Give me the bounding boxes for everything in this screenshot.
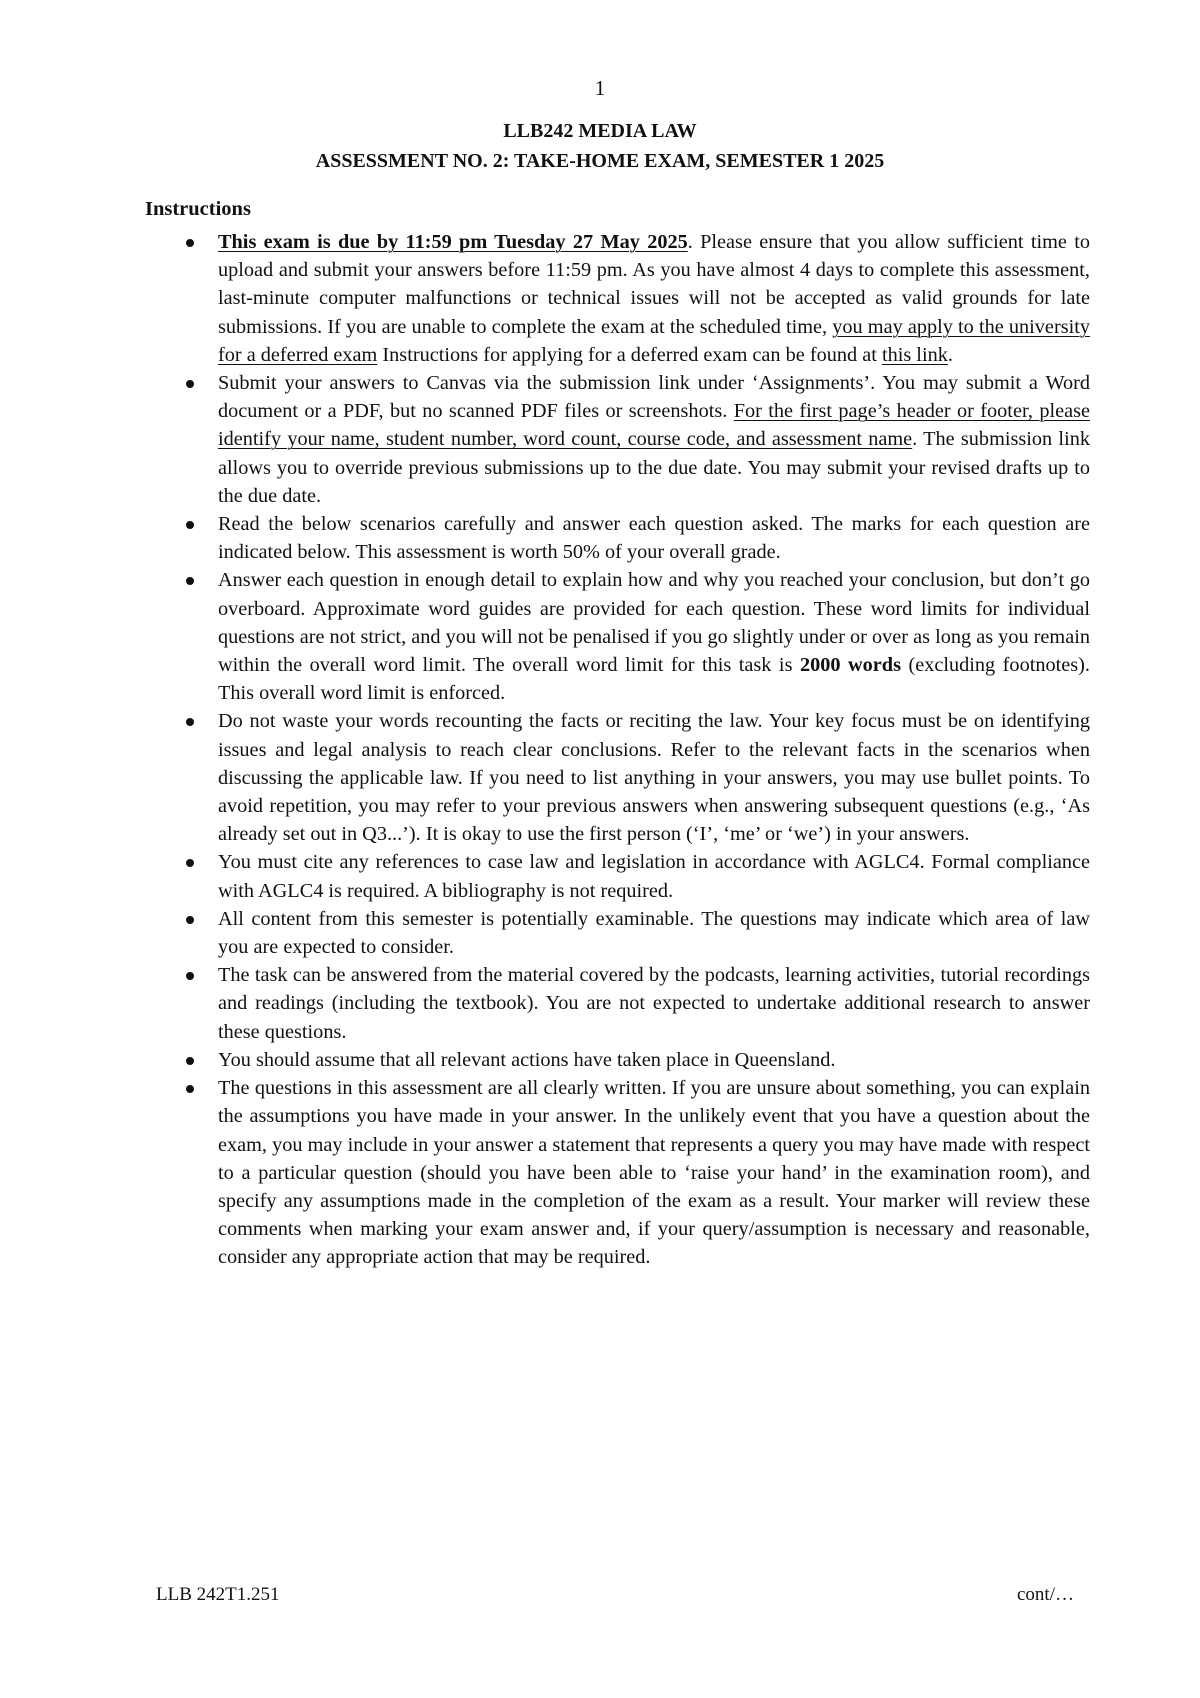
bullet-icon [186, 1085, 194, 1093]
instruction-item [140, 1074, 1090, 1271]
bullet-icon [186, 1057, 194, 1065]
instruction-text: All content from this semester is potentially examinable. The questions may indicate which area of law you are expected to consider. [218, 907, 1090, 959]
bullet-icon [186, 380, 194, 388]
instruction-item [140, 369, 1090, 510]
instruction-item [140, 905, 1090, 961]
bullet-icon [186, 718, 194, 726]
instruction-text: Instructions for applying for a deferred exam can be found at [377, 343, 882, 366]
instruction-text: Do not waste your words recounting the facts or reciting the law. Your key focus must be on identifying issues and legal analysis to reach clear conclusions. Refer to the relevant facts in the scenarios when discussing the applicable law. If you need to list anything in your answers, you may use bullet points. To avoid repetition, you may refer to your previous answers when answering subsequent questions (e.g., ‘As already set out in Q3...’). It is okay to use the first person (‘I’, ‘me’ or ‘we’) in your answers. [218, 710, 1090, 846]
bullet-icon [186, 916, 194, 924]
instruction-item [140, 510, 1090, 566]
instruction-text: . [947, 343, 953, 366]
instruction-item [140, 707, 1090, 848]
instruction-text: You should assume that all relevant actions have taken place in Queensland. [218, 1048, 836, 1071]
instruction-item [140, 1046, 1090, 1074]
this-link[interactable]: this link [881, 343, 948, 366]
instruction-text: . The submission link allows you to override previous submissions up to the due date. You may submit your revised drafts up to the due date. [218, 428, 1090, 507]
instruction-text: The task can be answered from the material covered by the podcasts, learning activities, tutorial recordings and readings (including the textbook). You are not expected to undertake additional research to answer these questions. [218, 964, 1090, 1043]
instruction-text: The questions in this assessment are all clearly written. If you are unsure about something, you can explain the assumptions you have made in your answer. In the unlikely event that you have a question about the exam, you may include in your answer a statement that represents a query you may have made with respect to a particular question (should you have been able to ‘raise your hand’ in the examination room), and specify any assumptions made in the completion of the exam as a result. Your marker will review these comments when marking your exam answer and, if your query/assumption is necessary and reasonable, consider any appropriate action that may be required. [218, 1077, 1090, 1269]
bullet-icon [186, 239, 194, 247]
page-number: 1 [594, 76, 606, 100]
course-title: LLB242 MEDIA LAW [503, 120, 697, 142]
instruction-item [140, 228, 1090, 369]
header-footer-requirement: For the first page’s header or footer, please identify your name, student number, word count, course code, and assessment name [218, 400, 1090, 451]
instruction-text: You must cite any references to case law and legislation in accordance with AGLC4. Formal compliance with AGLC4 is required. A bibliography is not required. [218, 851, 1090, 902]
assessment-title: ASSESSMENT NO. 2: TAKE-HOME EXAM, SEMESTER 1 2025 [315, 150, 885, 172]
instruction-text: (excluding footnotes). This overall word limit is enforced. [218, 654, 1090, 705]
bullet-icon [186, 577, 194, 585]
bullet-icon [186, 859, 194, 867]
instruction-text: Read the below scenarios carefully and answer each question asked. The marks for each question are indicated below. This assessment is worth 50% of your overall grade. [218, 513, 1090, 564]
footer-continued: cont/… [1017, 1584, 1074, 1605]
footer-course-code: LLB 242T1.251 [156, 1584, 280, 1605]
bullet-icon [186, 972, 194, 980]
deferred-exam-link[interactable]: you may apply to the university for a deferred exam [218, 315, 1090, 366]
instruction-item [140, 566, 1090, 707]
instructions-list [140, 228, 1090, 1272]
instruction-item [140, 848, 1090, 904]
instruction-text: Answer each question in enough detail to explain how and why you reached your conclusion, but don’t go overboard. Approximate word guides are provided for each question. These word limits for individual questions are not strict, and you will not be penalised if you go slightly under or over as long as you remain within the overall word limit. The overall word limit for this task is [218, 569, 1090, 677]
instruction-item [140, 961, 1090, 1046]
instructions-heading: Instructions [145, 198, 251, 220]
word-limit: 2000 words [799, 654, 901, 677]
document-title [0, 116, 1200, 176]
due-date-text: This exam is due by 11:59 pm Tuesday 27 May 2025 [218, 231, 688, 253]
instruction-text: Submit your answers to Canvas via the submission link under ‘Assignments’. You may submit a Word document or a PDF, but no scanned PDF files or screenshots. [218, 372, 1090, 423]
instruction-text: . Please ensure that you allow sufficient time to upload and submit your answers before 11:59 pm. As you have almost 4 days to complete this assessment, last-minute computer malfunctions or technical issues will not be accepted as valid grounds for late submissions. If you are unable to complete the exam at the scheduled time, [218, 231, 1090, 338]
bullet-icon [186, 521, 194, 529]
